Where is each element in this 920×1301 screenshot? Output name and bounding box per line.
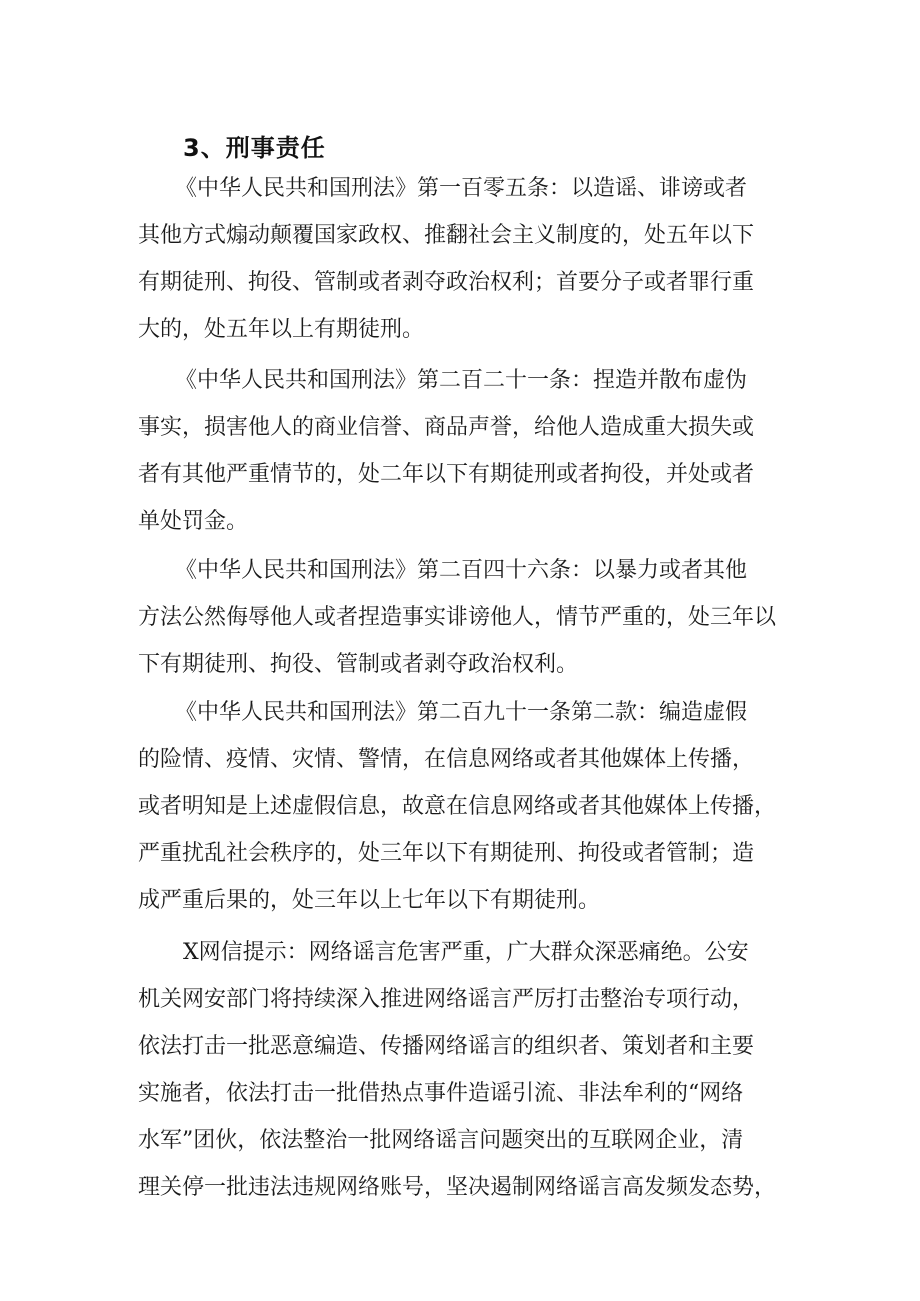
paragraph-1-line-4: 大的，处五年以上有期徒刑。 [138,317,425,342]
paragraph-2-line-4: 单处罚金。 [138,509,249,534]
paragraph-1-line-1: 《中华人民共和国刑法》第一百零五条：以造谣、诽谤或者 [175,176,748,201]
paragraph-3-line-1: 《中华人民共和国刑法》第二百四十六条：以暴力或者其他 [175,558,748,583]
paragraph-5-line-2: 机关网安部门将持续深入推进网络谣言严厉打击整治专项行动， [138,987,755,1012]
paragraph-2-line-3: 者有其他严重情节的，处二年以下有期徒刑或者拘役，并处或者 [138,462,755,487]
paragraph-3-line-2: 方法公然侮辱他人或者捏造事实诽谤他人，情节严重的，处三年以 [138,605,777,630]
paragraph-4-line-5: 成严重后果的，处三年以上七年以下有期徒刑。 [138,888,601,913]
paragraph-5-line-6: 理关停一批违法违规网络账号，坚决遏制网络谣言高发频发态势， [138,1175,777,1200]
paragraph-5-line-3: 依法打击一批恶意编造、传播网络谣言的组织者、策划者和主要 [138,1034,755,1059]
paragraph-4-line-1: 《中华人民共和国刑法》第二百九十一条第二款：编造虚假 [175,700,748,725]
paragraph-4-line-2: 的险情、疫情、灾情、警情，在信息网络或者其他媒体上传播， [138,747,755,772]
paragraph-4-line-3: 或者明知是上述虚假信息，故意在信息网络或者其他媒体上传播， [138,794,777,819]
paragraph-5-line-5: 水军”团伙，依法整治一批网络谣言问题突出的互联网企业，清 [138,1128,744,1153]
paragraph-2-line-1: 《中华人民共和国刑法》第二百二十一条：捏造并散布虚伪 [175,368,748,393]
section-heading: 3、刑事责任 [183,134,326,162]
paragraph-5-line-1: X网信提示：网络谣言危害严重，广大群众深恶痛绝。公安 [183,940,749,965]
paragraph-1-line-2: 其他方式煽动颠覆国家政权、推翻社会主义制度的，处五年以下 [138,223,755,248]
paragraph-5-line-4: 实施者，依法打击一批借热点事件造谣引流、非法牟利的“网络 [138,1081,744,1106]
paragraph-4-line-4: 严重扰乱社会秩序的，处三年以下有期徒刑、拘役或者管制；造 [138,841,755,866]
paragraph-1-line-3: 有期徒刑、拘役、管制或者剥夺政治权利；首要分子或者罪行重 [138,270,755,295]
paragraph-2-line-2: 事实，损害他人的商业信誉、商品声誉，给他人造成重大损失或 [138,415,755,440]
paragraph-3-line-3: 下有期徒刑、拘役、管制或者剥夺政治权利。 [138,652,579,677]
